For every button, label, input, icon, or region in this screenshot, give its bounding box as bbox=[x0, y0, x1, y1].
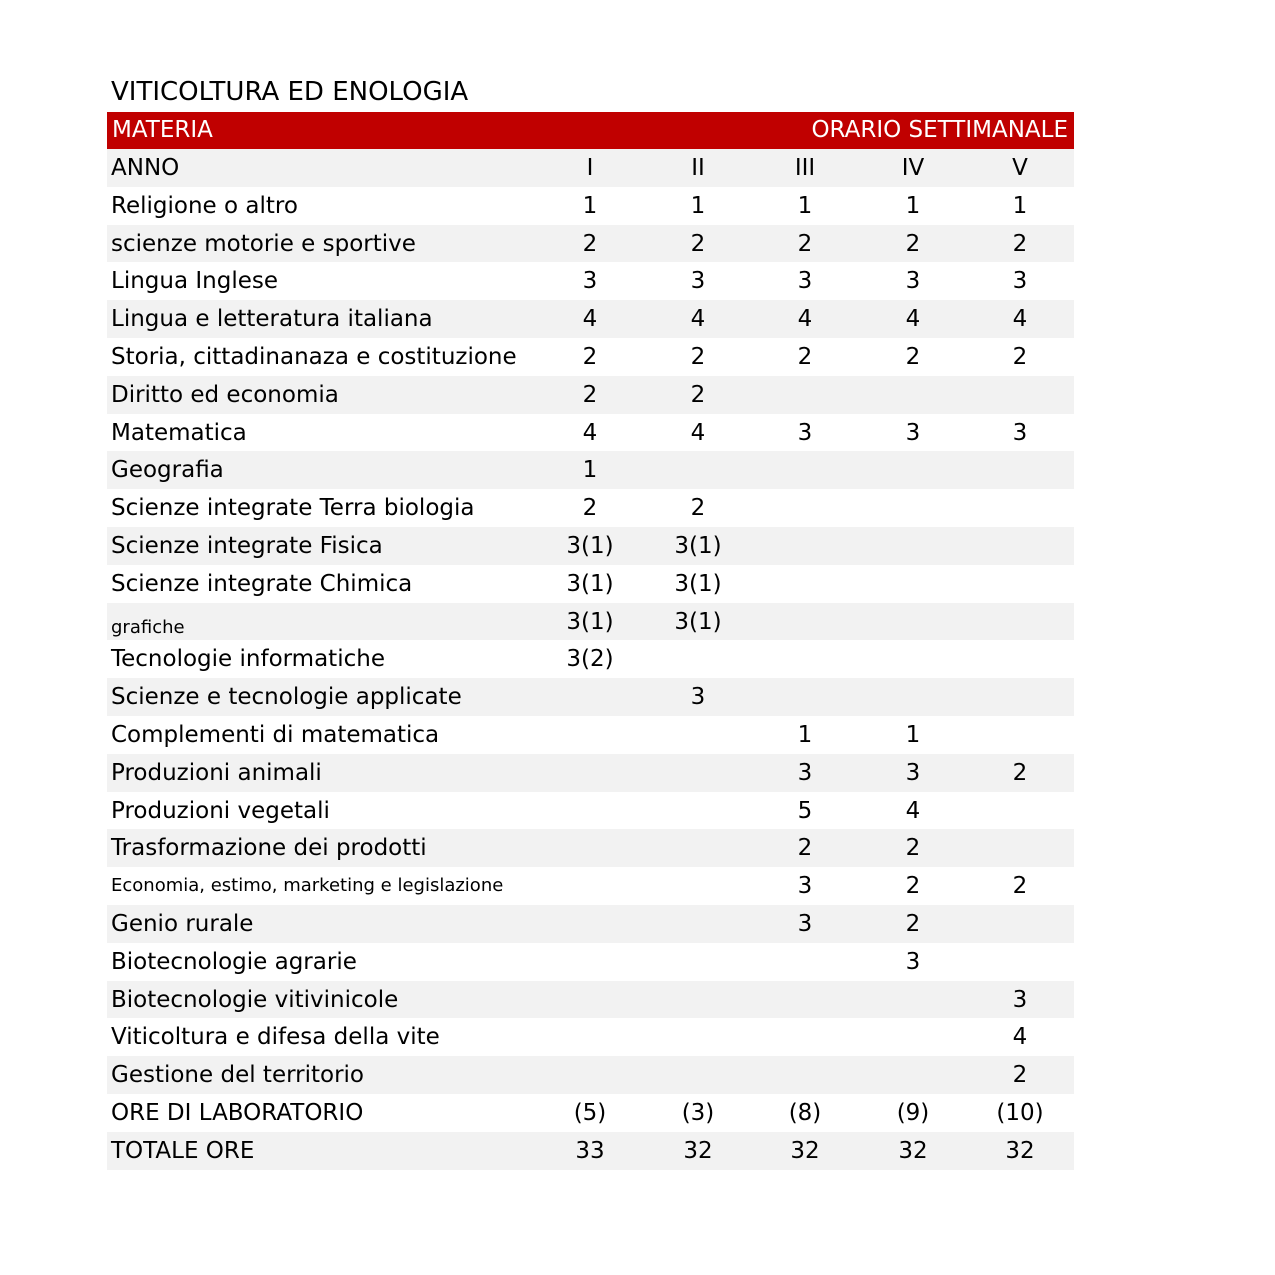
hours-cell: 3 bbox=[1012, 986, 1028, 1013]
hours-cell: 3 bbox=[1012, 419, 1028, 446]
table-row bbox=[107, 565, 1074, 603]
hours-cell: 3 bbox=[797, 910, 813, 937]
hours-cell: 3 bbox=[690, 684, 706, 711]
hours-cell: 3(1) bbox=[674, 570, 722, 597]
subject-label: Lingua Inglese bbox=[111, 268, 278, 295]
table-header-bar bbox=[107, 112, 1074, 149]
subject-label: Diritto ed economia bbox=[111, 381, 339, 408]
hours-cell: 2 bbox=[797, 230, 813, 257]
subject-label: Scienze integrate Terra biologia bbox=[111, 495, 475, 522]
year-row-label: ANNO bbox=[111, 155, 180, 181]
hours-cell: 4 bbox=[905, 797, 921, 824]
subject-rows bbox=[107, 187, 1074, 1170]
hours-cell: 2 bbox=[1012, 759, 1028, 786]
hours-cell: 2 bbox=[905, 873, 921, 900]
subject-label: Tecnologie informatiche bbox=[111, 646, 385, 673]
hours-cell: 2 bbox=[582, 230, 598, 257]
hours-cell: 5 bbox=[797, 797, 813, 824]
table-row bbox=[107, 414, 1074, 452]
hours-cell: 3 bbox=[797, 419, 813, 446]
hours-cell: (8) bbox=[788, 1099, 822, 1126]
hours-cell: 33 bbox=[575, 1137, 605, 1164]
hours-cell: 32 bbox=[683, 1137, 713, 1164]
year-col-4: IV bbox=[901, 155, 925, 181]
table-row bbox=[107, 1056, 1074, 1094]
subject-label: scienze motorie e sportive bbox=[111, 230, 416, 257]
hours-cell: 2 bbox=[690, 230, 706, 257]
table-row bbox=[107, 1018, 1074, 1056]
table-row bbox=[107, 1094, 1074, 1132]
hours-cell: 1 bbox=[582, 192, 598, 219]
hours-cell: 2 bbox=[1012, 343, 1028, 370]
table-row bbox=[107, 187, 1074, 225]
hours-cell: 4 bbox=[582, 419, 598, 446]
table-row bbox=[107, 792, 1074, 830]
hours-cell: (10) bbox=[996, 1099, 1044, 1126]
hours-cell: 1 bbox=[905, 192, 921, 219]
hours-cell: 2 bbox=[1012, 230, 1028, 257]
table-row bbox=[107, 603, 1074, 641]
year-col-1: I bbox=[586, 155, 594, 181]
hours-cell: 1 bbox=[1012, 192, 1028, 219]
subject-label: Produzioni animali bbox=[111, 759, 322, 786]
subject-label: Scienze integrate Chimica bbox=[111, 570, 413, 597]
schedule-table bbox=[107, 112, 1074, 1170]
table-row bbox=[107, 716, 1074, 754]
table-row bbox=[107, 300, 1074, 338]
hours-cell: 4 bbox=[1012, 306, 1028, 333]
hours-cell: 2 bbox=[905, 343, 921, 370]
table-row bbox=[107, 905, 1074, 943]
table-row bbox=[107, 754, 1074, 792]
subject-label: Scienze integrate Fisica bbox=[111, 532, 383, 559]
hours-cell: 3(1) bbox=[674, 608, 722, 635]
table-row bbox=[107, 376, 1074, 414]
table-row bbox=[107, 829, 1074, 867]
table-row bbox=[107, 451, 1074, 489]
subject-label: Lingua e letteratura italiana bbox=[111, 306, 433, 333]
hours-cell: 3(2) bbox=[566, 646, 614, 673]
table-row bbox=[107, 678, 1074, 716]
subject-label: Viticoltura e difesa della vite bbox=[111, 1024, 440, 1051]
hours-cell: 1 bbox=[905, 721, 921, 748]
hours-cell: 2 bbox=[1012, 1062, 1028, 1089]
hours-cell: 2 bbox=[905, 230, 921, 257]
subject-label: Trasformazione dei prodotti bbox=[111, 835, 427, 862]
hours-cell: 3 bbox=[905, 419, 921, 446]
hours-cell: 2 bbox=[690, 495, 706, 522]
hours-cell: 3(1) bbox=[674, 532, 722, 559]
hours-cell: 3 bbox=[905, 268, 921, 295]
hours-cell: 3 bbox=[905, 948, 921, 975]
header-orario-settimanale: ORARIO SETTIMANALE bbox=[811, 117, 1068, 143]
hours-cell: 2 bbox=[582, 495, 598, 522]
hours-cell: 4 bbox=[690, 419, 706, 446]
hours-cell: 3(1) bbox=[566, 570, 614, 597]
subject-label: Matematica bbox=[111, 419, 247, 446]
table-row bbox=[107, 527, 1074, 565]
hours-cell: 3(1) bbox=[566, 608, 614, 635]
year-row bbox=[107, 149, 1074, 187]
table-row bbox=[107, 1132, 1074, 1170]
hours-cell: 3 bbox=[797, 873, 813, 900]
hours-cell: 2 bbox=[905, 910, 921, 937]
hours-cell: 1 bbox=[797, 192, 813, 219]
hours-cell: 4 bbox=[905, 306, 921, 333]
hours-cell: (5) bbox=[573, 1099, 607, 1126]
subject-label: Biotecnologie agrarie bbox=[111, 948, 357, 975]
hours-cell: 2 bbox=[1012, 873, 1028, 900]
hours-cell: 3 bbox=[905, 759, 921, 786]
hours-cell: 2 bbox=[797, 835, 813, 862]
table-row bbox=[107, 338, 1074, 376]
table-row bbox=[107, 981, 1074, 1019]
hours-cell: 3 bbox=[690, 268, 706, 295]
hours-cell: 4 bbox=[582, 306, 598, 333]
hours-cell: 2 bbox=[905, 835, 921, 862]
subject-label: Scienze e tecnologie applicate bbox=[111, 684, 462, 711]
subject-label: ORE DI LABORATORIO bbox=[111, 1099, 364, 1126]
hours-cell: (3) bbox=[681, 1099, 715, 1126]
hours-cell: 1 bbox=[690, 192, 706, 219]
hours-cell: 32 bbox=[1005, 1137, 1035, 1164]
table-row bbox=[107, 262, 1074, 300]
hours-cell: 4 bbox=[797, 306, 813, 333]
subject-label: Complementi di matematica bbox=[111, 721, 440, 748]
hours-cell: (9) bbox=[896, 1099, 930, 1126]
hours-cell: 2 bbox=[582, 343, 598, 370]
table-row bbox=[107, 489, 1074, 527]
hours-cell: 2 bbox=[690, 343, 706, 370]
year-col-2: II bbox=[691, 155, 705, 181]
hours-cell: 32 bbox=[790, 1137, 820, 1164]
hours-cell: 4 bbox=[690, 306, 706, 333]
subject-label: Biotecnologie vitivinicole bbox=[111, 986, 399, 1013]
subject-label: Produzioni vegetali bbox=[111, 797, 330, 824]
hours-cell: 2 bbox=[797, 343, 813, 370]
table-row bbox=[107, 225, 1074, 263]
subject-label: Genio rurale bbox=[111, 910, 254, 937]
table-row bbox=[107, 640, 1074, 678]
year-col-5: V bbox=[1012, 155, 1028, 181]
hours-cell: 4 bbox=[1012, 1024, 1028, 1051]
subject-label: TOTALE ORE bbox=[111, 1137, 255, 1164]
hours-cell: 1 bbox=[797, 721, 813, 748]
header-materia: MATERIA bbox=[112, 117, 213, 143]
hours-cell: 3 bbox=[1012, 268, 1028, 295]
hours-cell: 3 bbox=[797, 268, 813, 295]
year-col-3: III bbox=[794, 155, 816, 181]
hours-cell: 2 bbox=[582, 381, 598, 408]
hours-cell: 3(1) bbox=[566, 532, 614, 559]
subject-label: Gestione del territorio bbox=[111, 1062, 364, 1089]
subject-label: Storia, cittadinanaza e costituzione bbox=[111, 343, 517, 370]
subject-label: grafiche bbox=[111, 616, 185, 638]
hours-cell: 1 bbox=[582, 457, 598, 484]
hours-cell: 2 bbox=[690, 381, 706, 408]
hours-cell: 32 bbox=[898, 1137, 928, 1164]
subject-label: Economia, estimo, marketing e legislazione bbox=[111, 875, 504, 897]
hours-cell: 3 bbox=[797, 759, 813, 786]
hours-cell: 3 bbox=[582, 268, 598, 295]
subject-label: Religione o altro bbox=[111, 192, 298, 219]
subject-label: Geografia bbox=[111, 457, 224, 484]
document-title: VITICOLTURA ED ENOLOGIA bbox=[111, 77, 469, 107]
table-row bbox=[107, 943, 1074, 981]
table-row bbox=[107, 867, 1074, 905]
